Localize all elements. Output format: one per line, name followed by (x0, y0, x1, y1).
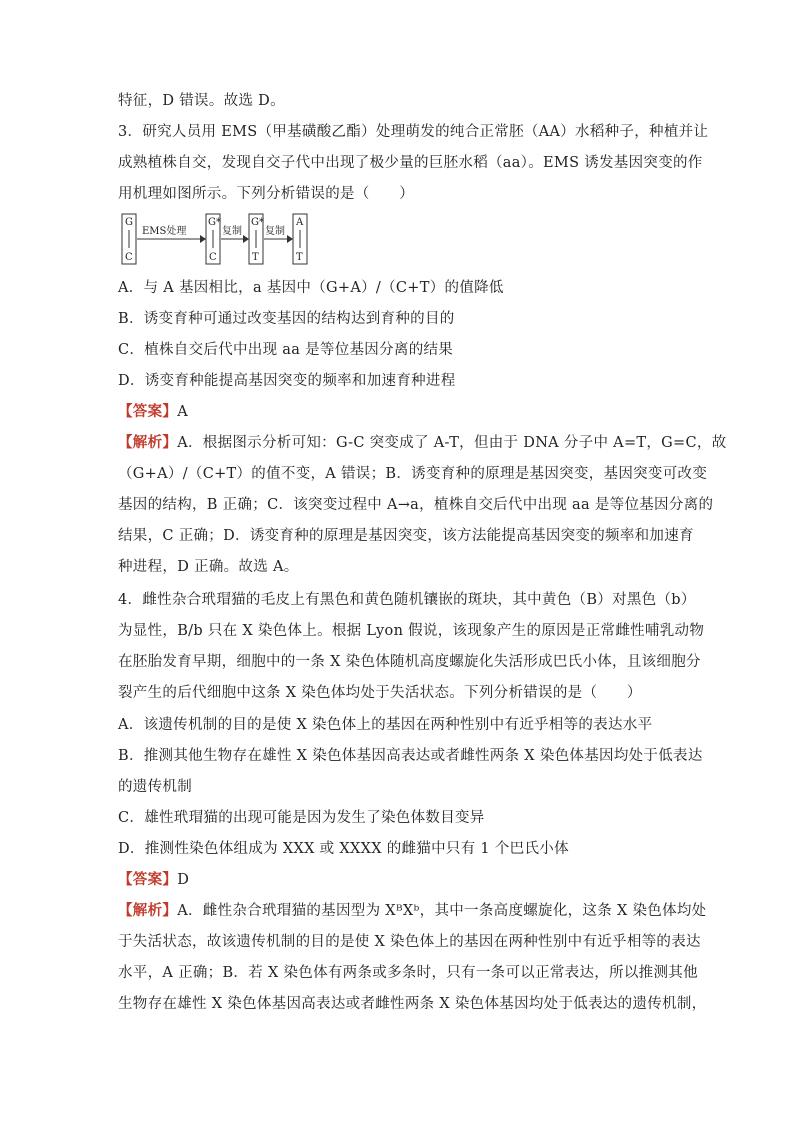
option-a-q4: A．该遗传机制的目的是使 X 染色体上的基因在两种性别中有近乎相等的表达水平 (118, 717, 653, 733)
label-t2: T (296, 252, 303, 263)
analysis-3-line-5: 种进程，D 正确。故选 A。 (118, 559, 299, 575)
option-d: D．诱变育种能提高基因突变的频率和加速育种进程 (118, 373, 456, 389)
analysis-3-line-2: （G+A）/（C+T）的值不变，A 错误；B．诱变育种的原理是基因突变，基因突变可改变 (118, 466, 708, 482)
text-line: 特征，D 错误。故选 D。 (118, 93, 285, 109)
question-4-line-3: 在胚胎发育早期，细胞中的一条 X 染色体随机高度螺旋化失活形成巴氏小体，且该细胞分 (118, 654, 701, 670)
label-replicate-2: 复制 (265, 226, 285, 237)
option-b: B．诱变育种可通过改变基因的结构达到育种的目的 (118, 311, 455, 327)
question-3-line-3: 用机理如图所示。下列分析错误的是（ ） (118, 186, 414, 202)
question-3-line-2: 成熟植株自交，发现自交子代中出现了极少量的巨胚水稻（aa）。EMS 诱发基因突变的作 (118, 155, 703, 171)
ems-mechanism-diagram (118, 212, 318, 267)
label-g: G (125, 217, 133, 228)
option-c: C．植株自交后代中出现 aa 是等位基因分离的结果 (118, 342, 454, 358)
label-replicate-1: 复制 (222, 226, 242, 237)
label-t: T (252, 252, 259, 263)
analysis-3-line-3: 基因的结构，B 正确；C．该突变过程中 A→a，植株自交后代中出现 aa 是等位基因分离的 (118, 497, 714, 513)
analysis-tag: 【解析】 (118, 434, 178, 451)
analysis-tag: 【解析】 (118, 902, 178, 919)
analysis-4-line-4: 生物存在雄性 X 染色体基因高表达或者雌性两条 X 染色体基因均处于低表达的遗传机制， (118, 996, 707, 1012)
analysis-4-line-1: 【解析】A．雌性杂合玳瑁猫的基因型为 XᴮXᵇ，其中一条高度螺旋化，这条 X 染色体均处 (118, 902, 707, 919)
analysis-4-line-2: 于失活状态，故该遗传机制的目的是使 X 染色体上的基因在两种性别中有近乎相等的表达 (118, 934, 701, 950)
answer-value: D (177, 872, 190, 888)
analysis-4-line-3: 水平，A 正确；B．若 X 染色体有两条或多条时，只有一条可以正常表达，所以推测其他 (118, 965, 698, 981)
answer-tag: 【答案】 (118, 403, 178, 420)
answer-4 (118, 870, 189, 890)
analysis-3-line-1: 【解析】A．根据图示分析可知：G-C 突变成了 A-T，但由于 DNA 分子中 A=T，G=C，故 (118, 434, 727, 451)
option-c-q4: C．雄性玳瑁猫的出现可能是因为发生了染色体数目变异 (118, 810, 485, 826)
label-a: A (296, 217, 304, 228)
answer-tag: 【答案】 (118, 871, 178, 888)
question-4-line-2: 为显性，B/b 只在 X 染色体上。根据 Lyon 假说，该现象产生的原因是正常雌性哺乳动物 (118, 623, 705, 639)
label-ems: EMS处理 (142, 226, 187, 237)
label-g-star-2: G* (251, 217, 264, 228)
question-3-line-1: 3．研究人员用 EMS（甲基磺酸乙酯）处理萌发的纯合正常胚（AA）水稻种子，种植并让 (118, 124, 709, 140)
question-4-line-1: 4．雌性杂合玳瑁猫的毛皮上有黑色和黄色随机镶嵌的斑块，其中黄色（B）对黑色（b） (118, 592, 696, 608)
label-c: C (125, 252, 133, 263)
option-b-q4: B．推测其他生物存在雄性 X 染色体基因高表达或者雌性两条 X 染色体基因均处于低表达 (118, 748, 703, 764)
option-d-q4: D．推测性染色体组成为 XXX 或 XXXX 的雌猫中只有 1 个巴氏小体 (118, 841, 569, 857)
label-c2: C (209, 252, 217, 263)
answer-3 (118, 402, 188, 422)
analysis-3-line-4: 结果，C 正确；D．诱变育种的原理是基因突变，该方法能提高基因突变的频率和加速育 (118, 528, 694, 544)
option-b-q4-cont: 的遗传机制 (118, 779, 192, 795)
question-4-line-4: 裂产生的后代细胞中这条 X 染色体均处于失活状态。下列分析错误的是（ ） (118, 685, 642, 701)
label-g-star: G* (208, 217, 221, 228)
option-a: A．与 A 基因相比，a 基因中（G+A）/（C+T）的值降低 (118, 280, 504, 296)
answer-value: A (177, 404, 188, 420)
